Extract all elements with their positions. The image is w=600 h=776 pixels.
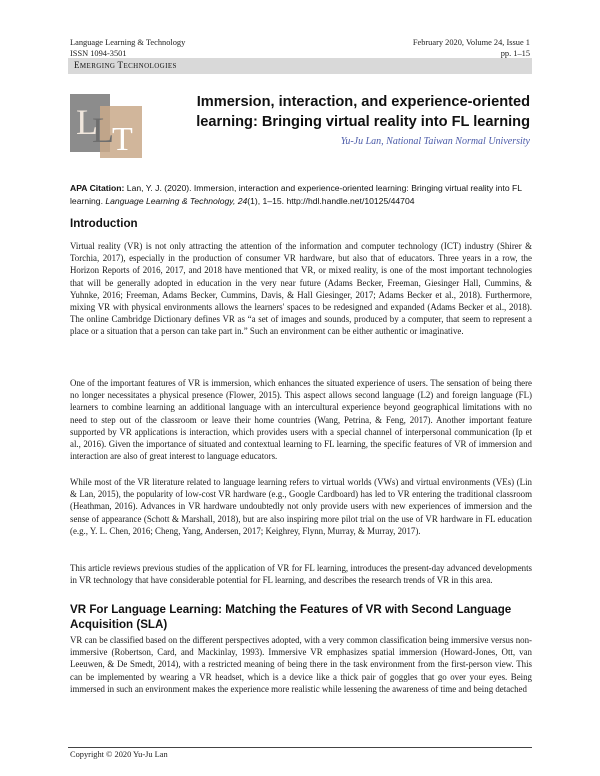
title-line-1: Immersion, interaction, and experience-oriented xyxy=(196,94,530,110)
section-initial: E xyxy=(74,60,80,70)
title-line-2: learning: Bringing virtual reality into FL learning xyxy=(196,114,530,130)
paragraph-5: VR can be classified based on the different perspectives adopted, with a very common classification being immersive versus non-immersive (Robertson, Card, and Mackinlay, 1993). Immersive VR emphasizes spatial immersion (Howard-Jones, Ott, van Leeuwen, & De Smedt, 2014), with a restricted meaning of being there in the task environment from the first-person view. This can be implemented by wearing a VR headset, which is a device like a thick pair of goggles that go over your eyes. Being immersed in such an environment makes the experience more realistic while lessening the awareness of time and being detached xyxy=(70,635,532,694)
running-header-left xyxy=(70,37,185,59)
intro-heading: Introduction xyxy=(70,217,138,230)
section-label xyxy=(74,60,177,70)
paragraph-4: This article reviews previous studies of the application of VR for FL learning, introduces the present-day advanced developments in VR technology that have considerable potential for FL learning, and describes the research trends of VR in this area. xyxy=(70,563,532,586)
paragraph-3: While most of the VR literature related to language learning refers to virtual worlds (VWs) and virtual environments (VEs) (Lin & Lan, 2015), the popularity of low-cost VR hardware (e.g., Google Cardboard) has led to VR entering the traditional classroom (Heathman, 2016). Advances in VR hardware undoubtedly not only provide users with new experiences of immersion and the sense of appearance (Schott & Marshall, 2018), but are also inspiring more pilot trial on the use of VR hardware in FL education (e.g., Y. L. Chen, 2016; Cheng, Yang, Andersen, 2017; Keighrey, Flynn, Murray, & Murray, 2017). xyxy=(70,477,532,536)
journal-name: Language Learning & Technology xyxy=(70,38,186,47)
running-header-right xyxy=(413,37,530,59)
citation-label: APA Citation: xyxy=(70,183,125,193)
paragraph-1: Virtual reality (VR) is not only attracting the attention of the information and computer technology (ICT) industry (Shirer & Torchia, 2017), especially in the production of consumer VR hardware, but also that of educators. Three years in a row, the Horizon Reports of 2016, 2017, and 2018 have mentioned that VR, or mixed reality, is one of the most important technologies that will be generally adopted in education in the very near future (Adams Becker, Freeman, Giesinger Hall, Cummins, & Yuhnke, 2016; Freeman, Adams Becker, Cummins, Davis, & Hall Giesinger, 2017; Adams Becker et al., 2018). Furthermore, mixing VR with physical environments allows the learners' spaces to be redesigned and expanded (Adams Becker et al., 2018). The online Cambridge Dictionary defines VR as “a set of images and sounds, produced by a computer, that seem to represent a place or a situation that a person can take part in.” Such an environment can be either authentic or imaginative. xyxy=(70,241,532,337)
svg-text:L: L xyxy=(76,102,98,142)
article-title xyxy=(170,92,530,132)
paragraph-2: One of the important features of VR is immersion, which enhances the situated experience of users. The sensation of being there no longer necessitates a physical presence (Flower, 2015). This aspect allows second language (L2) and foreign language (FL) learners to combine learning an additional language with an intercultural experience beyond geographical limitations with no need to step out of the classroom or leave their home countries (Wang, Petrina, & Feng, 2017). Another important feature supported by VR applications is interaction, which provides users with a special channel of interpersonal communication (Ip et al., 2016). Given the importance of situated and contextual learning to FL learning, the specific features of VR of immersion and interaction are also of great interest to language educators. xyxy=(70,378,532,462)
copyright: Copyright © 2020 Yu-Ju Lan xyxy=(70,750,168,759)
section-rest-2: ECHNOLOGIES xyxy=(123,62,177,70)
page-range: pp. 1–15 xyxy=(500,49,530,58)
svg-text:L: L xyxy=(92,110,114,150)
issn: ISSN 1094-3501 xyxy=(70,49,127,58)
section-banner xyxy=(68,58,532,74)
llt-logo xyxy=(70,92,144,160)
citation-text-1: Lan, Y. J. (2020). Immersion, interaction and experience-oriented learning: Bringing virtual reality into FL learning. xyxy=(70,183,522,206)
footer-rule xyxy=(68,747,532,748)
author-affiliation: Yu-Ju Lan, National Taiwan Normal University xyxy=(340,136,530,147)
vr-section-heading: VR For Language Learning: Matching the Features of VR with Second Language Acquisition (SLA) xyxy=(70,603,512,631)
citation-text-2: (1), 1–15. http://hdl.handle.net/10125/44704 xyxy=(247,196,415,206)
section-initial-2: T xyxy=(117,60,124,70)
issue-info: February 2020, Volume 24, Issue 1 xyxy=(412,38,530,47)
svg-text:T: T xyxy=(112,121,133,158)
section-rest: MERGING xyxy=(79,62,118,70)
apa-citation xyxy=(70,182,532,208)
citation-journal: Language Learning & Technology, 24 xyxy=(105,196,248,206)
